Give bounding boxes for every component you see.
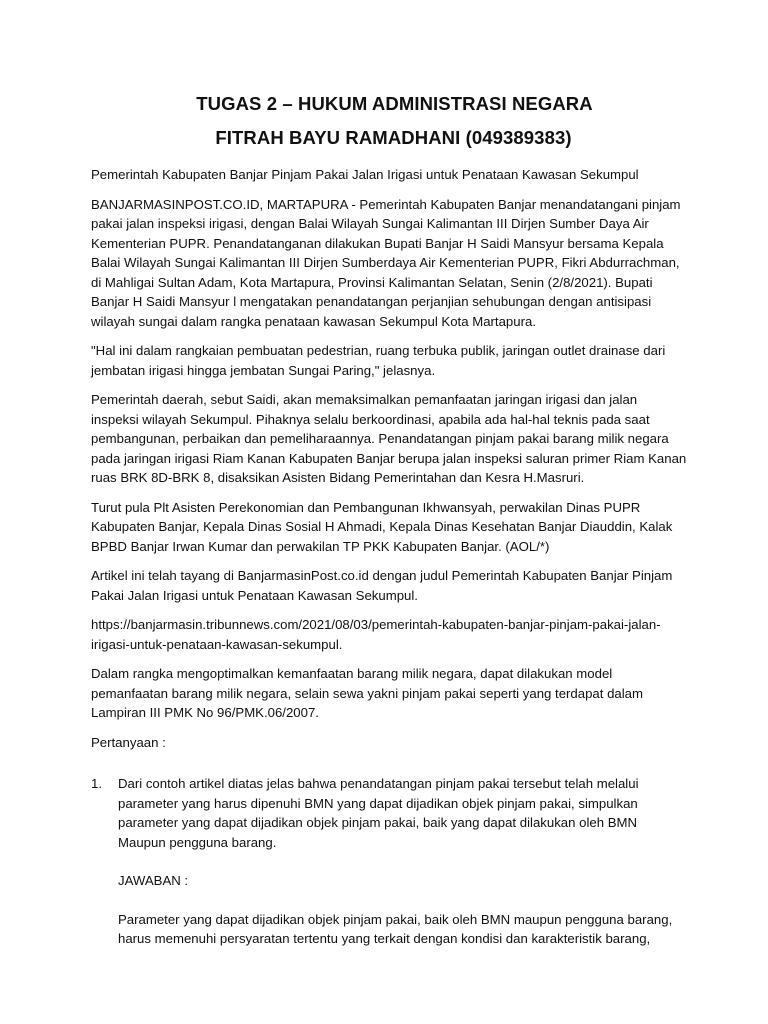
paragraph-quote: "Hal ini dalam rangkaian pembuatan pedestrian, ruang terbuka publik, jaringan outlet drainase dari jembatan irigasi hingga jembatan Sungai Paring," jelasnya. bbox=[91, 343, 666, 378]
question-list bbox=[91, 774, 688, 949]
question-text: Dari contoh artikel diatas jelas bahwa penandatangan pinjam pakai tersebut telah melalui parameter yang harus dipenuhi BMN yang dapat dijadikan objek pinjam pakai, simpulkan parameter yang dapat dijadikan objek pinjam pakai, baik yang dapat dilakukan oleh BMN Maupun pengguna barang. bbox=[118, 776, 639, 850]
paragraph-attendees: Turut pula Plt Asisten Perekonomian dan Pembangunan Ikhwansyah, perwakilan Dinas PUPR Kabupaten Banjar, Kepala Dinas Sosial H Ahmadi, Kepala Dinas Kesehatan Banjar Diauddin, Kalak BPBD Banjar Irwan Kumar dan perwakilan TP PKK Kabupaten Banjar. (AOL/*) bbox=[91, 499, 673, 554]
paragraph-government: Pemerintah daerah, sebut Saidi, akan memaksimalkan pemanfaatan jaringan irigasi dan jalan inspeksi wilayah Sekumpul. Pihaknya selalu berkoordinasi, apabila ada hal-hal teknis pada saat pembangunan, perbaikan dan pemeliharaannya. Penandatangan pinjam pakai barang milik negara pada jaringan irigasi Riam Kanan Kabupaten Banjar berupa jalan inspeksi saluran primer Riam Kanan ruas BRK 8D-BRK 8, disaksikan Asisten Bidang Pemerintahan dan Kesra H.Masruri. bbox=[91, 392, 687, 485]
question-number: 1. bbox=[91, 776, 102, 791]
paragraph-source: Artikel ini telah tayang di BanjarmasinPost.co.id dengan judul Pemerintah Kabupaten Banjar Pinjam Pakai Jalan Irigasi untuk Penataan Kawasan Sekumpul. bbox=[91, 568, 673, 603]
paragraph-context: Dalam rangka mengoptimalkan kemanfaatan barang milik negara, dapat dilakukan model pemanfaatan barang milik negara, selain sewa yakni pinjam pakai seperti yang terdapat dalam Lampiran III PMK No 96/PMK.06/2007. bbox=[91, 666, 644, 720]
paragraph-url: https://banjarmasin.tribunnews.com/2021/08/03/pemerintah-kabupaten-banjar-pinjam-pakai-jalan-irigasi-untuk-penataan-kawasan-sekumpul. bbox=[91, 617, 661, 652]
answer-label: JAWABAN : bbox=[118, 873, 189, 888]
question-item bbox=[91, 774, 688, 949]
questions-heading: Pertanyaan : bbox=[91, 734, 166, 750]
answer-text: Parameter yang dapat dijadikan objek pinjam pakai, baik oleh BMN maupun pengguna barang, harus memenuhi persyaratan tertentu yang terkait dengan kondisi dan karakteristik barang, bbox=[118, 911, 673, 946]
article-headline: Pemerintah Kabupaten Banjar Pinjam Pakai Jalan Irigasi untuk Penataan Kawasan Sekumpul bbox=[91, 167, 639, 182]
author-line: FITRAH BAYU RAMADHANI (049389383) bbox=[215, 127, 572, 148]
document-title: TUGAS 2 – HUKUM ADMINISTRASI NEGARA bbox=[196, 93, 593, 114]
paragraph-intro: BANJARMASINPOST.CO.ID, MARTAPURA - Pemerintah Kabupaten Banjar menandatangani pinjam pakai jalan inspeksi irigasi, dengan Balai Wilayah Sungai Kalimantan III Dirjen Sumber Daya Air Kementerian PUPR. Penandatanganan dilakukan Bupati Banjar H Saidi Mansyur bersama Kepala Balai Wilayah Sungai Kalimantan III Dirjen Sumberdaya Air Kementerian PUPR, Fikri Abdurrachman, di Mahligai Sultan Adam, Kota Martapura, Provinsi Kalimantan Selatan, Senin (2/8/2021). Bupati Banjar H Saidi Mansyur l mengatakan penandatangan perjanjian sehubungan dengan antisipasi wilayah sungai dalam rangka penataan kawasan Sekumpul Kota Martapura. bbox=[91, 196, 681, 329]
